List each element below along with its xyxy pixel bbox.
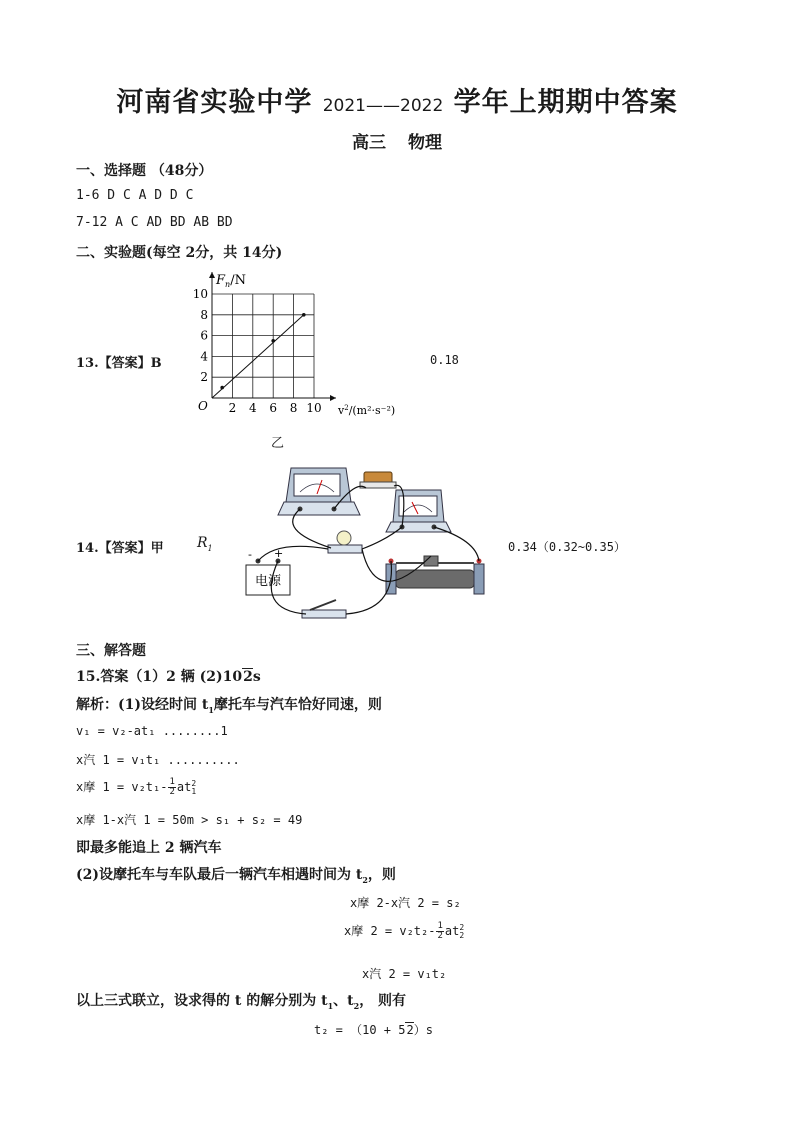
rheostat <box>386 556 484 594</box>
q15-combine: 以上三式联立，设求得的 t 的解分别为 $t_1$、$t_2$， 则有 <box>76 993 407 1011</box>
voltmeter <box>278 468 360 515</box>
x-axis-label: $v^2/(m^2\cdot s^{-2})$ <box>338 404 396 417</box>
equation-7: x汽 2 = v₁t₂ <box>362 967 447 981</box>
chart-grid <box>212 294 314 398</box>
chart-axes <box>209 272 336 401</box>
svg-text:-: - <box>248 548 252 561</box>
equation-1: v₁ = v₂-at₁ ........1 <box>76 724 228 738</box>
q14-value: 0.34（0.32~0.35） <box>508 540 626 554</box>
chart-marks <box>212 313 306 398</box>
q15-part2: (2)设摩托车与车队最后一辆汽车相遇时间为 $t_2$，则 <box>76 867 396 885</box>
equation-8: t₂ = （10 + 52）s <box>314 1023 433 1037</box>
lamp <box>328 531 362 553</box>
x-tick-label: 8 <box>289 401 298 415</box>
q15-analysis: 解析：(1)设经时间 $t_1$摩托车与汽车恰好同速，则 <box>76 697 382 715</box>
x-tick-label: 10 <box>306 401 322 415</box>
x-tick-label: 6 <box>269 401 278 415</box>
origin-label: O <box>198 399 208 413</box>
y-axis-arrow <box>209 272 215 278</box>
document-title: 河南省实验中学 2021——2022 学年上期期中答案 <box>116 87 678 118</box>
fixed-resistor <box>360 472 396 488</box>
y-tick-label: 6 <box>200 328 208 343</box>
data-point <box>302 313 306 317</box>
q15-conclusion: 即最多能追上 2 辆汽车 <box>76 840 222 856</box>
circuit-diagram <box>236 460 496 630</box>
mc-answers-7-12: 7-12 A C AD BD AB BD <box>76 215 233 230</box>
y-tick-label: 10 <box>192 287 208 301</box>
equation-4: x摩 1-x汽 1 = 50m > s₁ + s₂ = 49 <box>76 813 303 827</box>
ammeter <box>386 490 451 532</box>
y-axis-label: $F_n/N$ <box>216 273 246 289</box>
power-source <box>246 547 290 595</box>
q14-resistor: $R_1$ <box>197 535 213 553</box>
equation-5: x摩 2-x汽 2 = s₂ <box>350 896 461 910</box>
data-point <box>271 339 275 343</box>
force-velocity-chart <box>180 262 400 422</box>
y-tick-label: 2 <box>200 370 208 385</box>
section2-heading: 二、实验题(每空 2分，共 14分) <box>76 245 283 261</box>
q13-answer: 13.【答案】B <box>76 356 162 371</box>
x-tick-label: 4 <box>248 401 257 415</box>
chart-caption: 乙 <box>271 436 285 451</box>
y-tick-label: 8 <box>200 307 208 322</box>
power-label: 电源 <box>254 574 282 589</box>
section3-heading: 三、解答题 <box>76 643 146 659</box>
mc-answers-1-6: 1-6 D C A D D C <box>76 188 194 203</box>
x-tick-label: 2 <box>228 401 237 415</box>
section1-heading: 一、选择题 （48分） <box>76 163 213 179</box>
equation-6: x摩 2 = v₂t₂- $\frac{1}{2}$ at 2 2 <box>344 921 465 941</box>
q15-answer: 15.答案（1）2 辆 (2)102s <box>76 669 261 685</box>
document-subtitle: 高三 物理 <box>352 133 442 153</box>
q14-answer: 14.【答案】甲 <box>76 541 164 556</box>
switch <box>302 600 346 618</box>
equation-2: x汽 1 = v₁t₁ .......... <box>76 753 240 767</box>
svg-text:+: + <box>274 547 284 560</box>
data-point <box>220 386 224 390</box>
equation-3: x摩 1 = v₂t₁- $\frac{1}{2}$ at 2 1 <box>76 777 197 797</box>
x-axis-arrow <box>330 395 336 401</box>
q13-value: 0.18 <box>430 353 459 367</box>
y-tick-label: 4 <box>200 349 208 364</box>
